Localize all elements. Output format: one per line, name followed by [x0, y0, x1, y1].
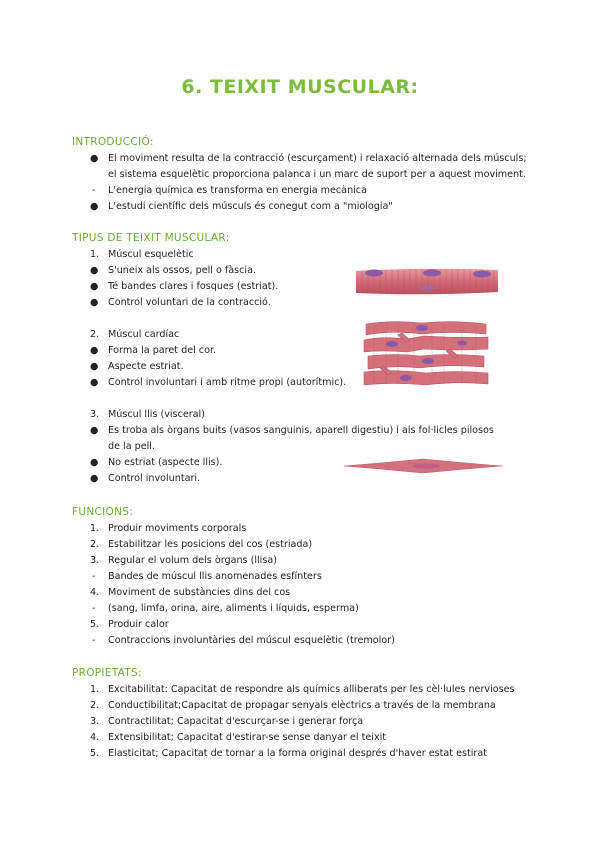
list-marker: -: [92, 635, 96, 646]
propietats-heading: PROPIETATS:: [72, 667, 142, 679]
tipus-heading: TIPUS DE TEIXIT MUSCULAR:: [72, 232, 230, 244]
funcions-heading: FUNCIONS:: [72, 506, 134, 518]
funcio-item-8: Contraccions involuntàries del múscul esquelètic (tremolor): [108, 635, 395, 646]
bullet-marker: ●: [90, 345, 99, 356]
smooth-item-2: No estriat (aspecte llis).: [108, 457, 223, 468]
skeletal-item-2: Té bandes clares i fosques (estriat).: [108, 281, 279, 292]
cardiac-muscle-illustration: [362, 318, 490, 388]
list-marker: 5.: [90, 748, 100, 759]
list-marker: 4.: [90, 732, 100, 743]
bullet-marker: ●: [90, 425, 99, 436]
page-title: 6. TEIXIT MUSCULAR:: [181, 76, 419, 98]
funcio-item-6: (sang, limfa, orina, aire, aliments i líquids, esperma): [108, 603, 359, 614]
bullet-marker: ●: [90, 201, 99, 212]
intro-item-2: L'energia química es transforma en energia mecànica: [108, 185, 367, 196]
list-marker: 1.: [90, 523, 100, 534]
skeletal-item-1: S'uneix als ossos, pell o fàscia.: [108, 265, 257, 276]
funcio-item-2: Estabilitzar les posicions del cos (estriada): [108, 539, 313, 550]
propietat-item-5: Elasticitat; Capacitat de tornar a la forma original després d'haver estat estirat: [108, 748, 488, 759]
bullet-marker: ●: [90, 153, 99, 164]
list-marker: -: [92, 603, 96, 614]
funcio-item-3: Regular el volum dels òrgans (llisa): [108, 555, 277, 566]
bullet-marker: ●: [90, 361, 99, 372]
bullet-marker: ●: [90, 281, 99, 292]
skeletal-item-3: Control voluntari de la contracció.: [108, 297, 271, 308]
cardiac-item-1: Forma la paret del cor.: [108, 345, 217, 356]
bullet-marker: ●: [90, 377, 99, 388]
list-marker: 1.: [90, 684, 100, 695]
bullet-marker: ●: [90, 473, 99, 484]
skeletal-muscle-illustration: [352, 266, 502, 298]
list-marker: 4.: [90, 587, 100, 598]
smooth-item-3: Control involuntari.: [108, 473, 201, 484]
list-marker: -: [92, 571, 96, 582]
bullet-marker: ●: [90, 457, 99, 468]
list-marker: 5.: [90, 619, 100, 630]
dash-marker: -: [92, 185, 96, 196]
list-marker: 3.: [90, 716, 100, 727]
funcio-item-4: Bandes de múscul llis anomenades esfínters: [108, 571, 322, 582]
bullet-marker: ●: [90, 297, 99, 308]
intro-item-1: El moviment resulta de la contracció (escurçament) i relaxació alternada dels músculs; el sistema esquelètic proporciona palanca i un marc de suport per a aquest moviment.: [108, 153, 527, 180]
group-number: 3.: [90, 409, 100, 420]
skeletal-muscle-name: Múscul esquelètic: [108, 249, 194, 260]
cardiac-item-2: Aspecte estriat.: [108, 361, 184, 372]
propietat-item-4: Extensibilitat; Capacitat d'estirar-se sense danyar el teixit: [108, 732, 387, 743]
list-marker: 2.: [90, 700, 100, 711]
list-marker: 3.: [90, 555, 100, 566]
funcio-item-7: Produir calor: [108, 619, 169, 630]
smooth-muscle-illustration: [342, 456, 504, 476]
cardiac-muscle-name: Múscul cardíac: [108, 329, 180, 340]
propietat-item-3: Contractilitat; Capacitat d'escurçar-se i generar força: [108, 716, 364, 727]
smooth-item-1: Es troba als òrgans buits (vasos sanguinis, aparell digestiu) i als fol·licles pilosos de la pell.: [108, 425, 494, 452]
intro-heading: INTRODUCCIÓ:: [72, 136, 154, 148]
propietat-item-2: Conductibilitat;Capacitat de propagar senyals elèctrics a través de la membrana: [108, 700, 496, 711]
list-marker: 2.: [90, 539, 100, 550]
smooth-muscle-name: Múscul llis (visceral): [108, 409, 205, 420]
group-number: 1.: [90, 249, 100, 260]
propietat-item-1: Excitabilitat: Capacitat de respondre als químics alliberats per les cèl·lules nervioses: [108, 684, 515, 695]
funcio-item-5: Moviment de substàncies dins del cos: [108, 587, 291, 598]
funcio-item-1: Produir moviments corporals: [108, 523, 247, 534]
group-number: 2.: [90, 329, 100, 340]
bullet-marker: ●: [90, 265, 99, 276]
intro-item-3: L'estudi científic dels músculs és conegut com a "miologia": [108, 201, 393, 212]
cardiac-item-3: Control involuntari i amb ritme propi (autorítmic).: [108, 377, 347, 388]
